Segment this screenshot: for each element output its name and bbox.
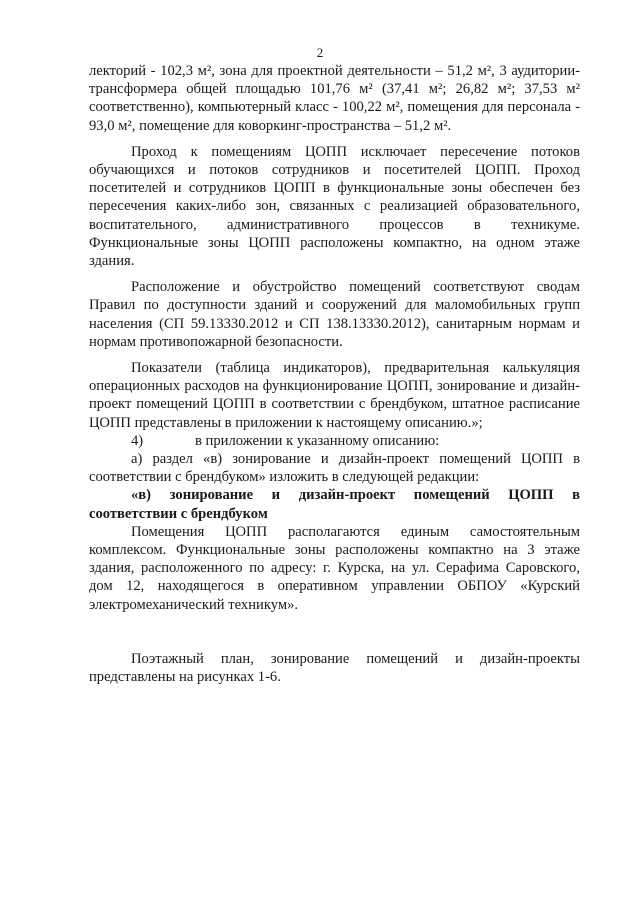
page-number: 2: [316, 45, 324, 60]
document-body: [89, 62, 580, 686]
section-heading: «в) зонирование и дизайн-проект помещений ЦОПП в соответствии с брендбуком: [89, 487, 580, 522]
paragraph-passage: Проход к помещениям ЦОПП исключает пересечение потоков обучающихся и потоков сотрудников и посетителей ЦОПП. Проход посетителей и сотрудников ЦОПП в функциональные зоны обеспечен без пересечения каких-либо зон, связанных с реализацией образовательного, воспитательного, административного процессов в техникуме. Функциональные зоны ЦОПП расположены компактно, на одном этаже здания.: [89, 143, 580, 270]
paragraph-section-a: а) раздел «в) зонирование и дизайн-проект помещений ЦОПП в соответствии с брендбуком» изложить в следующей редакции:: [89, 451, 580, 486]
paragraph-indicators: Показатели (таблица индикаторов), предварительная калькуляция операционных расходов на функционирование ЦОПП, зонирование и дизайн-проект помещений ЦОПП в соответствии с брендбуком, штатное расписание ЦОПП представлены в приложении к настоящему описанию.»;: [89, 360, 580, 431]
paragraph-floor-plan: Поэтажный план, зонирование помещений и дизайн-проекты представлены на рисунках 1-6.: [89, 650, 580, 686]
list-item-text: в приложении к указанному описанию:: [195, 432, 440, 449]
paragraph-accessibility: Расположение и обустройство помещений соответствуют сводам Правил по доступности зданий и сооружений для маломобильных групп населения (СП 59.13330.2012 и СП 138.13330.2012), санитарным нормам и нормам противопожарной безопасности.: [89, 279, 580, 350]
list-item-number: 4): [131, 432, 144, 449]
list-item-4: [89, 432, 580, 450]
paragraph-areas: лекторий - 102,3 м², зона для проектной деятельности – 51,2 м², 3 аудитории-трансформера общей площадью 101,76 м² (37,41 м²; 26,82 м²; 37,53 м² соответственно), компьютерный класс - 100,22 м², помещения для персонала - 93,0 м², помещение для коворкинг-пространства – 51,2 м².: [89, 63, 580, 134]
paragraph-premises: Помещения ЦОПП располагаются единым самостоятельным комплексом. Функциональные зоны расположены компактно на 3 этаже здания, расположенного по адресу: г. Курска, на ул. Серафима Саровского, дом 12, находящегося в оперативном управлении ОБПОУ «Курский электромеханический техникум».: [89, 523, 580, 613]
